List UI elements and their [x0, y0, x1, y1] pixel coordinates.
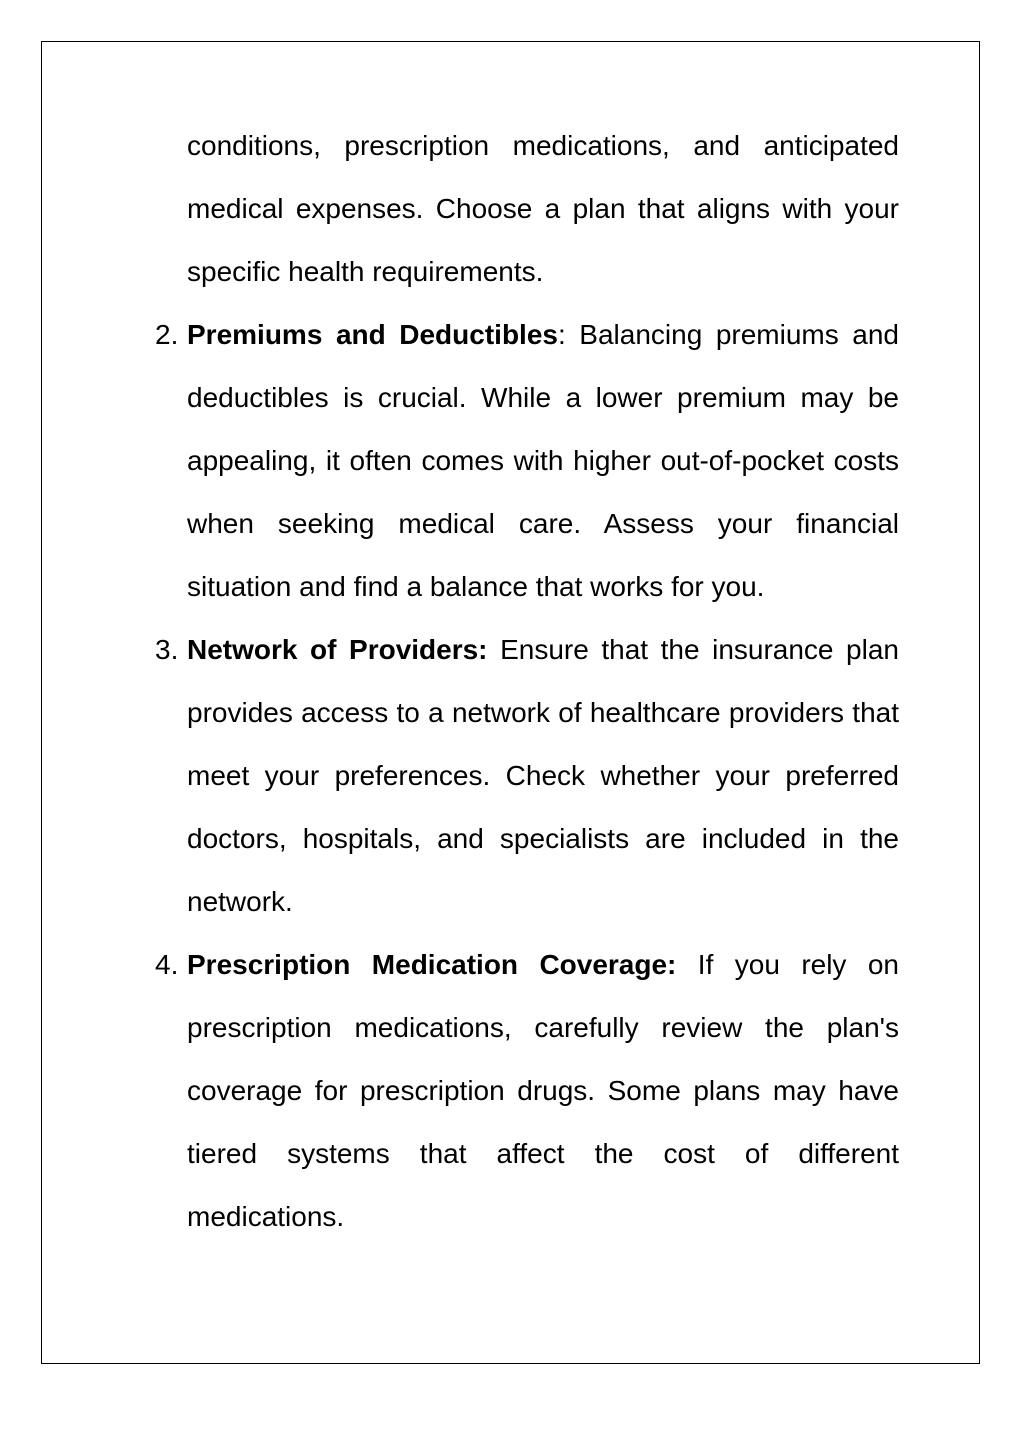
list-item-text: : Balancing premiums and deductibles is crucial. While a lower premium may be appealing, it often comes with higher out-of-pocket costs when seeking medical care. Assess your financial situation and find a balance that works for you.	[187, 319, 899, 602]
list-number: 3.	[155, 634, 179, 665]
list-item-title: Network of Providers:	[187, 634, 488, 665]
list-item-title: Prescription Medication Coverage:	[187, 949, 677, 980]
list-item-text: If you rely on prescription medications, carefully review the plan's coverage for prescription drugs. Some plans may have tiered systems that affect the cost of different medications.	[187, 949, 899, 1232]
list-item-text: Ensure that the insurance plan provides access to a network of healthcare providers that meet your preferences. Check whether your preferred doctors, hospitals, and specialists are included in the network.	[187, 634, 899, 917]
list-item-title: Premiums and Deductibles	[187, 319, 558, 350]
list-number: 4.	[155, 949, 179, 980]
list-item-prescription	[155, 933, 899, 1248]
list-number: 2.	[155, 319, 179, 350]
list-item-premiums	[155, 303, 899, 618]
continuation-paragraph: conditions, prescription medications, and anticipated medical expenses. Choose a plan that aligns with your specific health requirements.	[187, 130, 899, 287]
document-body	[155, 114, 899, 1248]
list-item-network	[155, 618, 899, 933]
